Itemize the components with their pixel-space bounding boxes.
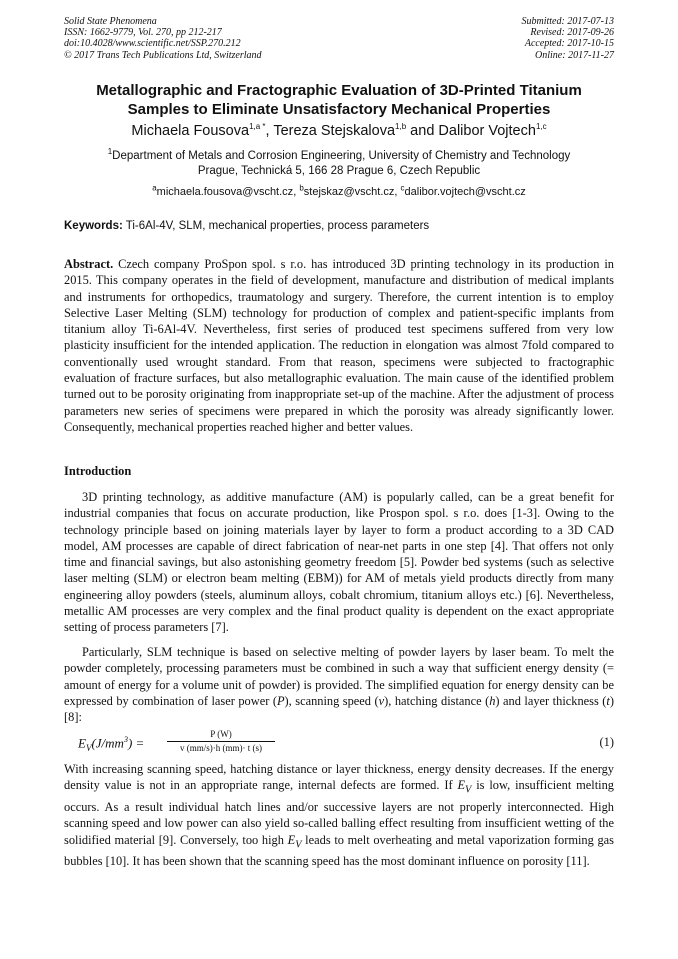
keywords-text: Ti-6Al-4V, SLM, mechanical properties, process parameters [122,220,430,232]
section-heading-introduction: Introduction [64,464,132,478]
email-a-marker: a [152,183,157,193]
symbol-Ev-2: E [287,832,296,847]
submitted-date: Submitted: 2017-07-13 [521,16,614,27]
email-b-marker: b [299,183,304,193]
eq-units: (J/mm [91,735,124,751]
affiliation-line-1: Department of Metals and Corrosion Engineering, University of Chemistry and Technology [112,150,571,162]
author-3: Dalibor Vojtech [438,123,536,139]
journal-name: Solid State Phenomena [64,16,157,27]
p2-text-a: Particularly, SLM technique is based on selective melting of powder layers by laser beam. To melt the powder completely, processing parameters must be combined in such a way that sufficient energy density (= amount of energy for a volume unit of powder) is provided. The simplified equation for energy density can be expressed by combination of laser power ( [64,645,614,708]
eq-E: E [78,735,86,751]
eq-units-sup: 3 [123,735,128,744]
author-1-affil: 1,a * [249,122,266,132]
eq-close: ) = [127,735,145,751]
equation-1 [64,729,614,757]
keywords-label: Keywords: [64,220,123,232]
symbol-h: h [489,693,496,708]
abstract-label: Abstract. [64,257,114,271]
author-3-affil: 1,c [535,122,547,132]
eq-E-sub: V [85,742,92,753]
equation-fraction [167,729,275,754]
affiliation-marker: 1 [107,147,113,157]
abstract [64,256,614,435]
email-b[interactable]: stejskaz@vscht.cz [303,186,395,198]
p3-text-a: With increasing scanning speed, hatching distance or layer thickness, energy density decreases. If the energy density value is not in an appropriate range, internal defects are formed. If [64,762,614,793]
intro-paragraph-3 [64,761,614,870]
author-1: Michaela Fousova [131,123,250,139]
keywords [64,219,614,233]
intro-paragraph-2 [64,644,614,725]
equation-number: (1) [599,735,614,749]
publication-dates [522,16,615,61]
author-separator-1: , [265,123,274,139]
symbol-Ev-1: E [457,778,466,793]
p2-text-e: ) [8]: [64,693,615,725]
author-separator-2: and [406,123,439,139]
p3-text-c: leads to melt overheating and metal vaporization forming gas bubbles [10]. It has been shown that the scanning speed has the most dominant influence on porosity [11]. [64,832,614,869]
equation-lhs [78,735,144,753]
email-c[interactable]: dalibor.vojtech@vscht.cz [404,186,526,198]
symbol-P: P [276,693,285,708]
symbol-Ev-1-sub: V [465,784,472,796]
equation-numerator: P (W) [167,729,275,742]
symbol-v: v [378,693,385,708]
p2-text-c: ), hatching distance ( [384,693,490,708]
issn: ISSN: 1662-9779, Vol. 270, pp 212-217 [64,27,222,39]
p2-text-d: ) and layer thickness ( [495,693,607,708]
online-date: Online: 2017-11-27 [535,49,614,61]
affiliation-line-2: Prague, Technická 5, 166 28 Prague 6, Czech Republic [197,164,481,177]
symbol-Ev-2-sub: V [295,839,302,851]
author-2-affil: 1,b [395,122,407,132]
email-c-marker: c [400,183,405,193]
journal-meta [64,16,262,61]
revised-date: Revised: 2017-09-26 [530,27,614,39]
symbol-t: t [606,693,610,708]
copyright: © 2017 Trans Tech Publications Ltd, Switzerland [64,49,262,61]
accepted-date: Accepted: 2017-10-15 [524,38,614,50]
paper-title [64,81,614,119]
author-2: Tereza Stejskalova [273,123,396,139]
affiliation [64,149,614,178]
equation-denominator: v (mm/s)·h (mm)· t (s) [180,743,262,753]
abstract-text: Czech company ProSpon spol. s r.o. has introduced 3D printing technology in its production in 2015. This company operates in the field of development, manufacture and distribution of medical implants and instruments for orthopedics, traumatology and surgery. Therefore, the current intention is to employ Selective Laser Melting (SLM) technology for production of complex and patient-specific implants from titanium alloy Ti-6Al-4V. Nevertheless, first series of produced test specimens suffered from very low plasticity insufficient for the intended application. The reduction in elongation was almost 7fold compared to conventionally used wrought standard. From that reason, specimens were subjected to fractographic evaluation of fracture surfaces, but also metallographic evaluation. The main cause of the identified problem turned out to be porosity originating from inappropriate set-up of the machine. After the adjustment of process parameters new series of specimens were prepared in which the porosity was already significantly lower. Consequently, mechanical properties reached higher and better values. [64,257,614,434]
email-a[interactable]: michaela.fousova@vscht.cz [156,186,294,198]
title-line-2: Samples to Eliminate Unsatisfactory Mechanical Properties [127,101,551,118]
p2-text-b: ), scanning speed ( [284,693,379,708]
intro-paragraph-1: 3D printing technology, as additive manufacture (AM) is popularly called, can be a great benefit for industrial companies that focus on accurate production, like Prospon spol. s r.o. does [1-3]. Owing to the technology principle based on joining materials layer by layer to form a product according to a 3D CAD model, AM processes are capable of direct fabrication of near-net parts in one step [4]. That offers not only time and financial savings, but also astonishing geometry freedom [5]. Powder bed systems (such as selective laser melting (SLM) or electron beam melting (EBM)) for AM of metals yield products directly from many engineering alloy powders (steels, aluminum alloys, cobalt chromium, titanium alloys etc.) [6]. Nevertheless, metallic AM processes are very complex and the final product quality is dependent on the exact appropriate setting of process parameters [7]. [64,490,614,635]
title-line-1: Metallographic and Fractographic Evaluation of 3D-Printed Titanium [96,82,582,99]
doi: doi:10.4028/www.scientific.net/SSP.270.212 [64,38,241,50]
p3-text-b: is low, insufficient melting occurs. As a result individual hatch lines and/or successive layers are not properly interconnected. High scanning speed and low power can also yield so-called balling effect resulting from insufficient wetting of the solidified material [9]. Conversely, too high [64,778,614,847]
author-list [64,122,614,140]
author-emails: $^a$michaela.fousova@vscht.cz, $^b$stejskaz@vscht.cz, $^c$dalibor.vojtech@vscht.cz [152,183,526,198]
